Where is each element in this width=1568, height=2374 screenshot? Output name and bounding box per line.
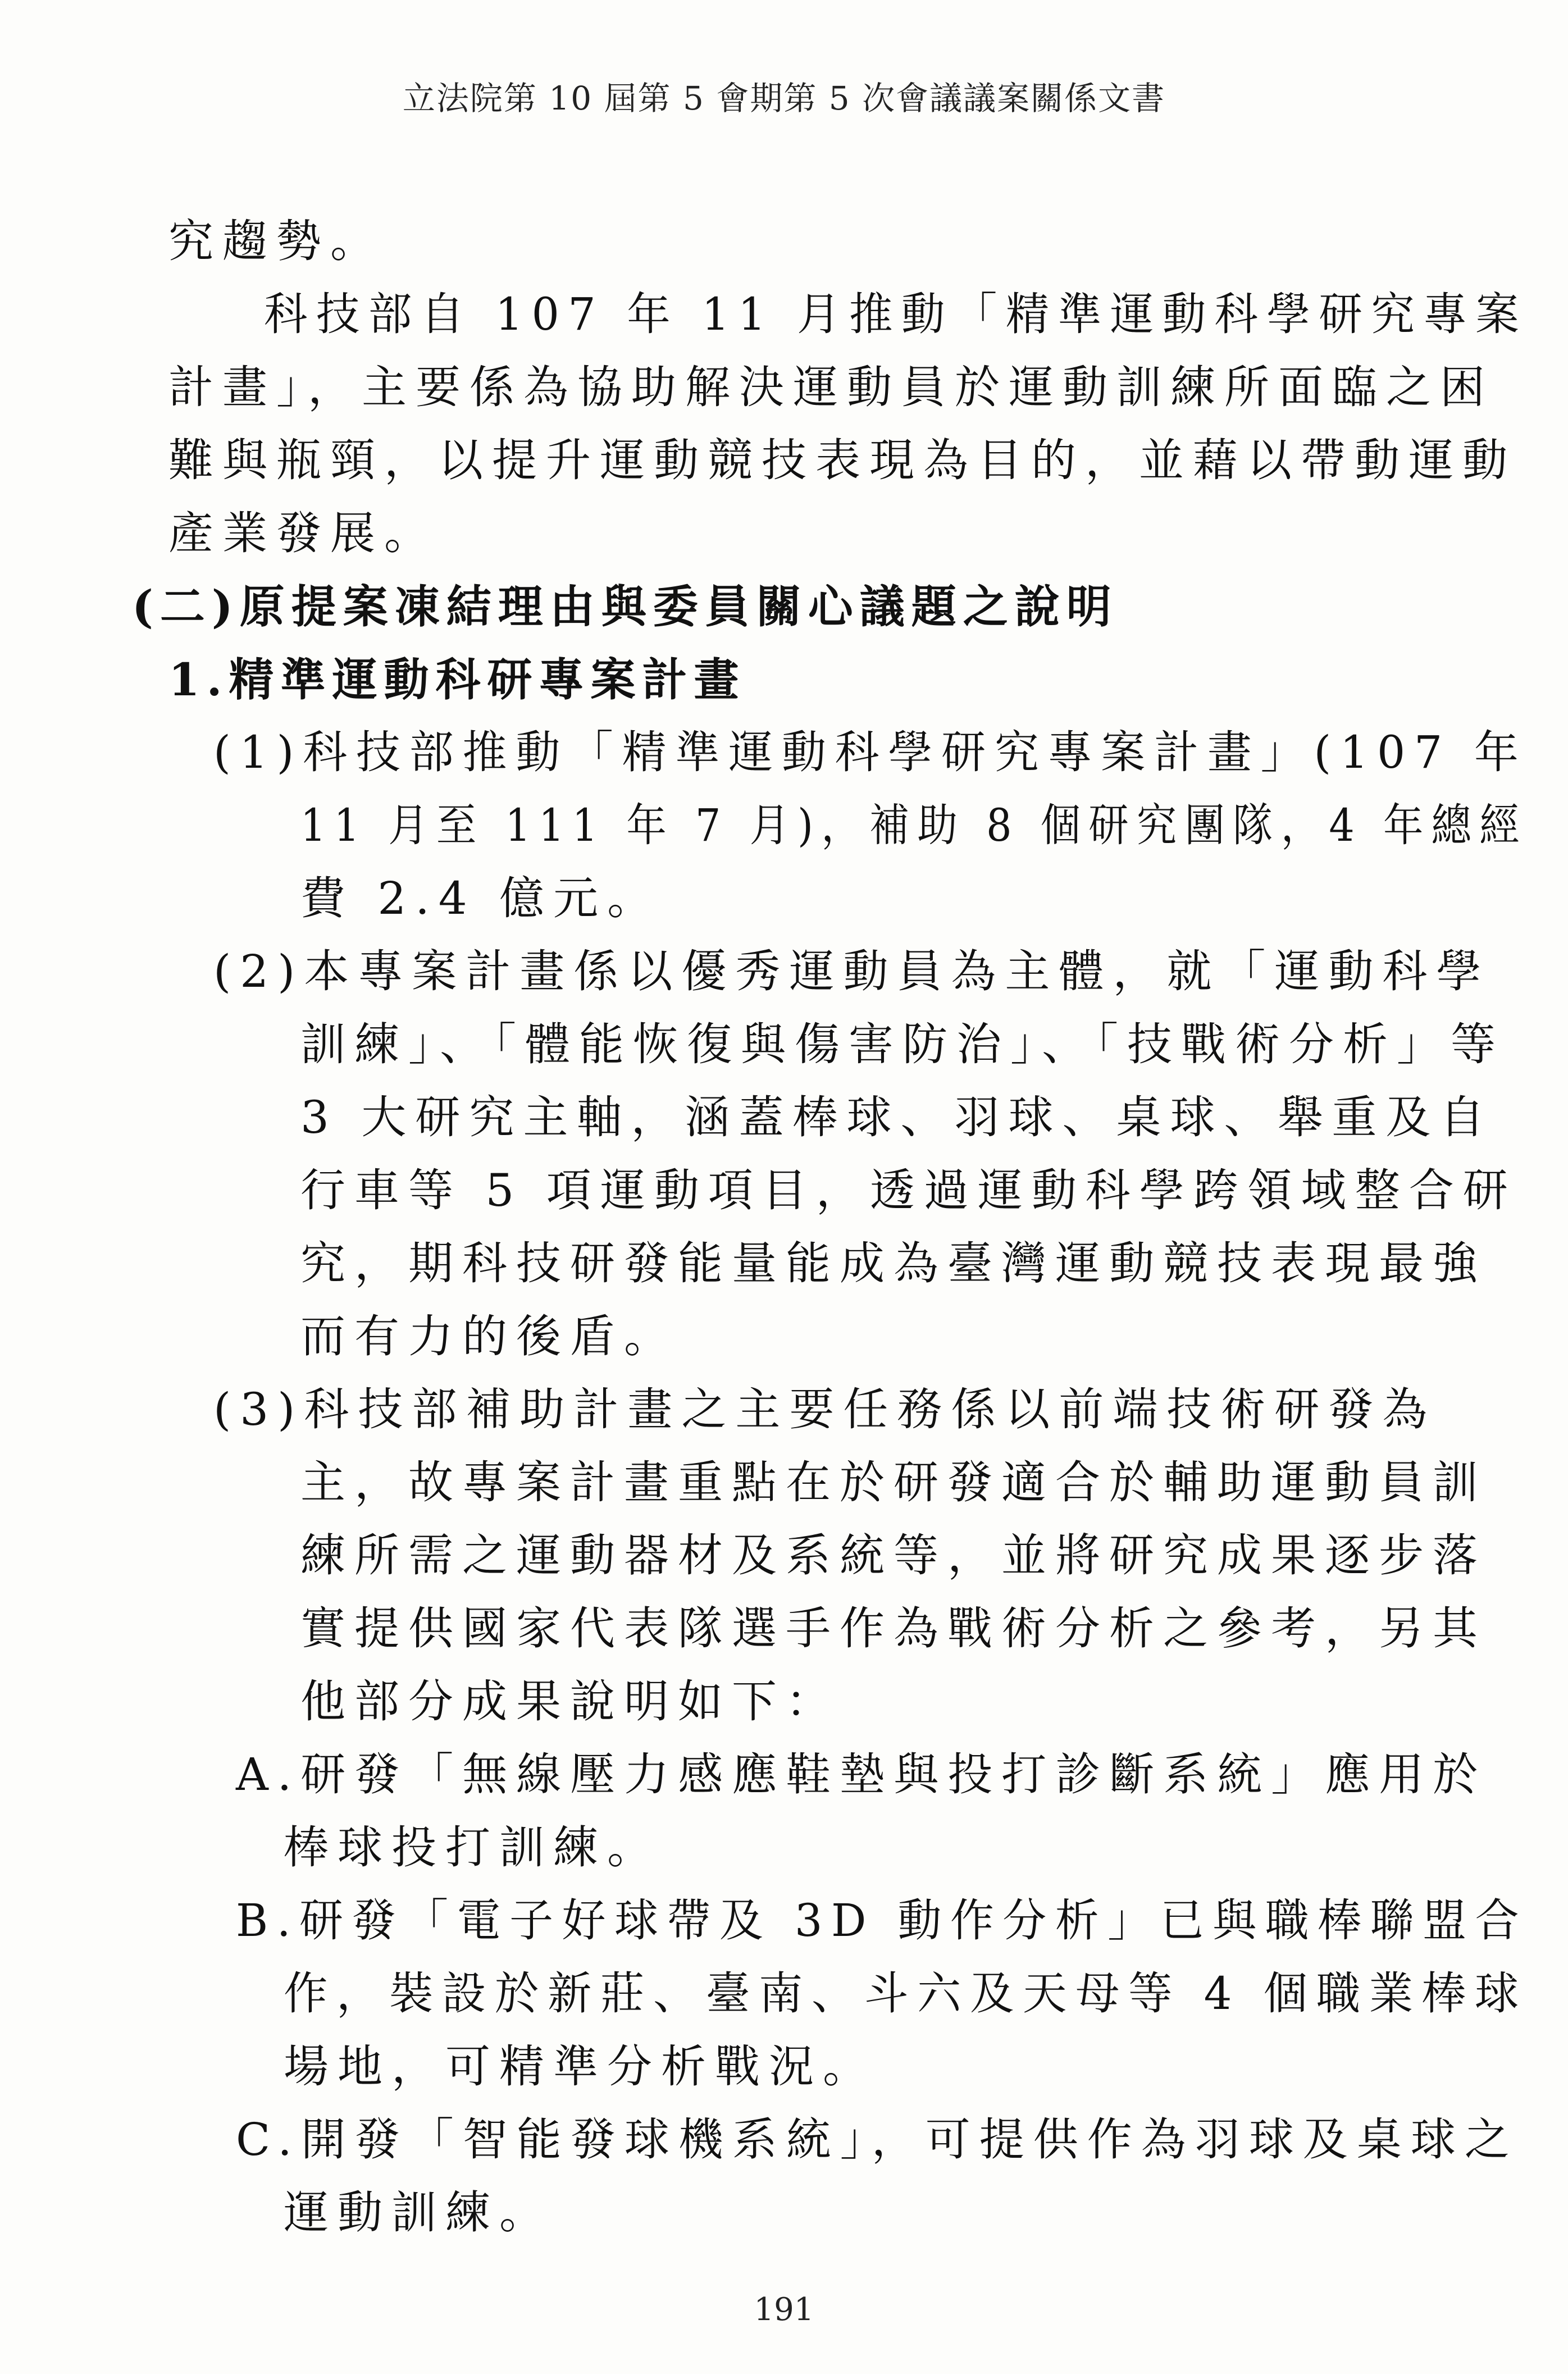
text-line: 難與瓶頸，以提升運動競技表現為目的，並藉以帶動運動: [168, 434, 1516, 486]
list-item: (1)科技部推動「精準運動科學研究專案計畫」(107 年: [213, 726, 1528, 778]
list-item: (2)本專案計畫係以優秀運動員為主體，就「運動科學: [213, 945, 1490, 997]
text-line: 練所需之運動器材及系統等，並將研究成果逐步落: [300, 1529, 1487, 1582]
list-item: A.研發「無線壓力感應鞋墊與投打診斷系統」應用於: [236, 1748, 1487, 1801]
text-line: 他部分成果說明如下：: [300, 1675, 840, 1728]
text-line: 究，期科技研發能量能成為臺灣運動競技表現最強: [300, 1237, 1487, 1289]
text-line: 3 大研究主軸，涵蓋棒球、羽球、桌球、舉重及自: [300, 1091, 1494, 1143]
page-header: 立法院第 10 屆第 5 會期第 5 次會議議案關係文書: [402, 79, 1166, 117]
text-line: 場地，可精準分析戰況。: [284, 2040, 877, 2093]
text-line: 主，故專案計畫重點在於研發適合於輔助運動員訓: [300, 1456, 1487, 1509]
text-line: 計畫」，主要係為協助解決運動員於運動訓練所面臨之困: [168, 361, 1494, 413]
text-line: 實提供國家代表隊選手作為戰術分析之參考，另其: [300, 1602, 1487, 1655]
text-line: 棒球投打訓練。: [284, 1821, 661, 1874]
text-line: 科技部自 107 年 11 月推動「精準運動科學研究專案: [264, 288, 1528, 340]
list-item: C.開發「智能發球機系統」，可提供作為羽球及桌球之: [236, 2113, 1519, 2166]
text-line: 運動訓練。: [284, 2186, 553, 2239]
list-item: B.研發「電子好球帶及 3D 動作分析」已與職棒聯盟合: [236, 1894, 1528, 1947]
text-line: 訓練」、「體能恢復與傷害防治」、「技戰術分析」等: [300, 1018, 1505, 1070]
text-line: 產業發展。: [168, 507, 438, 559]
text-line: 費 2.4 億元。: [300, 872, 662, 924]
text-line: 11 月至 111 年 7 月)，補助 8 個研究團隊，4 年總經: [300, 799, 1528, 851]
text-line: 而有力的後盾。: [300, 1310, 678, 1363]
page-number: 191: [754, 2291, 814, 2328]
text-line: 究趨勢。: [168, 215, 384, 267]
subsection-heading: 1.精準運動科研專案計畫: [168, 653, 746, 706]
list-item: (3)科技部補助計畫之主要任務係以前端技術研發為: [213, 1383, 1437, 1436]
text-line: 作，裝設於新莊、臺南、斗六及天母等 4 個職業棒球: [284, 1967, 1528, 2020]
text-line: 行車等 5 項運動項目，透過運動科學跨領域整合研: [300, 1164, 1517, 1216]
section-heading: (二)原提案凍結理由與委員關心議題之說明: [132, 580, 1118, 633]
